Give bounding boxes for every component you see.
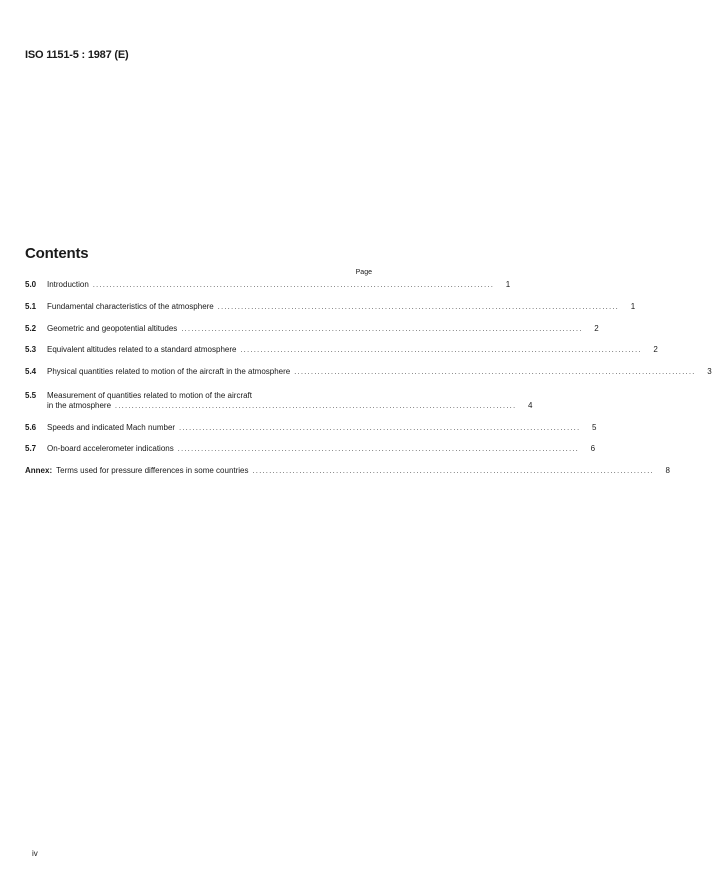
toc-entry[interactable] bbox=[25, 302, 636, 313]
toc-entry[interactable] bbox=[25, 345, 658, 356]
toc-entry-page: 1 bbox=[505, 280, 511, 289]
toc-entry-number: Annex: bbox=[25, 466, 53, 475]
dot-leader: ........................................................................................................................ bbox=[177, 446, 580, 453]
toc-entry[interactable] bbox=[25, 367, 712, 378]
toc-entry-number: 5.1 bbox=[25, 302, 37, 311]
toc-entry-title: Speeds and indicated Mach number bbox=[47, 423, 176, 432]
toc-entry-page: 6 bbox=[590, 444, 596, 453]
document-header: ISO 1151-5 : 1987 (E) bbox=[25, 49, 129, 61]
toc-entry-number: 5.2 bbox=[25, 324, 37, 333]
toc-entry-page: 5 bbox=[592, 423, 597, 432]
dot-leader: ........................................................................................................................ bbox=[92, 282, 495, 289]
page-number: iv bbox=[32, 849, 38, 858]
dot-leader: ........................................................................................................................ bbox=[181, 326, 583, 333]
toc-entry-title: Measurement of quantities related to motion of the aircraft bbox=[47, 391, 252, 400]
toc-entry-title: Geometric and geopotential altitudes bbox=[47, 324, 178, 333]
toc-entry[interactable] bbox=[25, 423, 597, 434]
toc-entry[interactable] bbox=[25, 444, 596, 455]
toc-entry[interactable] bbox=[25, 324, 599, 335]
toc-entry-number: 5.4 bbox=[25, 367, 37, 376]
dot-leader: ........................................................................................................................ bbox=[115, 403, 517, 410]
toc-entry-number: 5.7 bbox=[25, 444, 37, 453]
toc-entry-title: Equivalent altitudes related to a standard atmosphere bbox=[47, 345, 237, 354]
toc-entry-title: Fundamental characteristics of the atmosphere bbox=[47, 302, 214, 311]
dot-leader: ........................................................................................................................ bbox=[217, 304, 620, 311]
toc-entry-page: 1 bbox=[630, 302, 636, 311]
toc-entry-page: 2 bbox=[653, 345, 658, 354]
toc-entry-title: Terms used for pressure differences in some countries bbox=[56, 466, 249, 475]
toc-entry-page: 4 bbox=[527, 401, 533, 410]
page-column-label: Page bbox=[355, 269, 372, 276]
toc-entry-number: 5.5 bbox=[25, 391, 37, 400]
dot-leader: ........................................................................................................................ bbox=[252, 468, 654, 475]
toc-entry-page: 3 bbox=[707, 367, 712, 376]
toc-entry-title: Introduction bbox=[47, 280, 89, 289]
toc-entry-page: 8 bbox=[665, 466, 670, 475]
toc-entry-title: Physical quantities related to motion of the aircraft in the atmosphere bbox=[47, 367, 291, 376]
toc-entry-title: On-board accelerometer indications bbox=[47, 444, 174, 453]
toc-entry-number: 5.0 bbox=[25, 280, 37, 289]
toc-entry-title: in the atmosphere bbox=[47, 401, 112, 410]
toc-entry-number: 5.6 bbox=[25, 423, 37, 432]
dot-leader: ........................................................................................................................ bbox=[240, 347, 642, 354]
dot-leader: ........................................................................................................................ bbox=[179, 425, 581, 432]
dot-leader: ........................................................................................................................ bbox=[294, 369, 696, 376]
toc-entry[interactable] bbox=[25, 466, 670, 477]
contents-heading: Contents bbox=[25, 245, 89, 262]
toc-entry-page: 2 bbox=[594, 324, 599, 333]
toc-entry[interactable] bbox=[25, 391, 533, 412]
toc-entry-number: 5.3 bbox=[25, 345, 37, 354]
toc-entry[interactable] bbox=[25, 280, 511, 291]
